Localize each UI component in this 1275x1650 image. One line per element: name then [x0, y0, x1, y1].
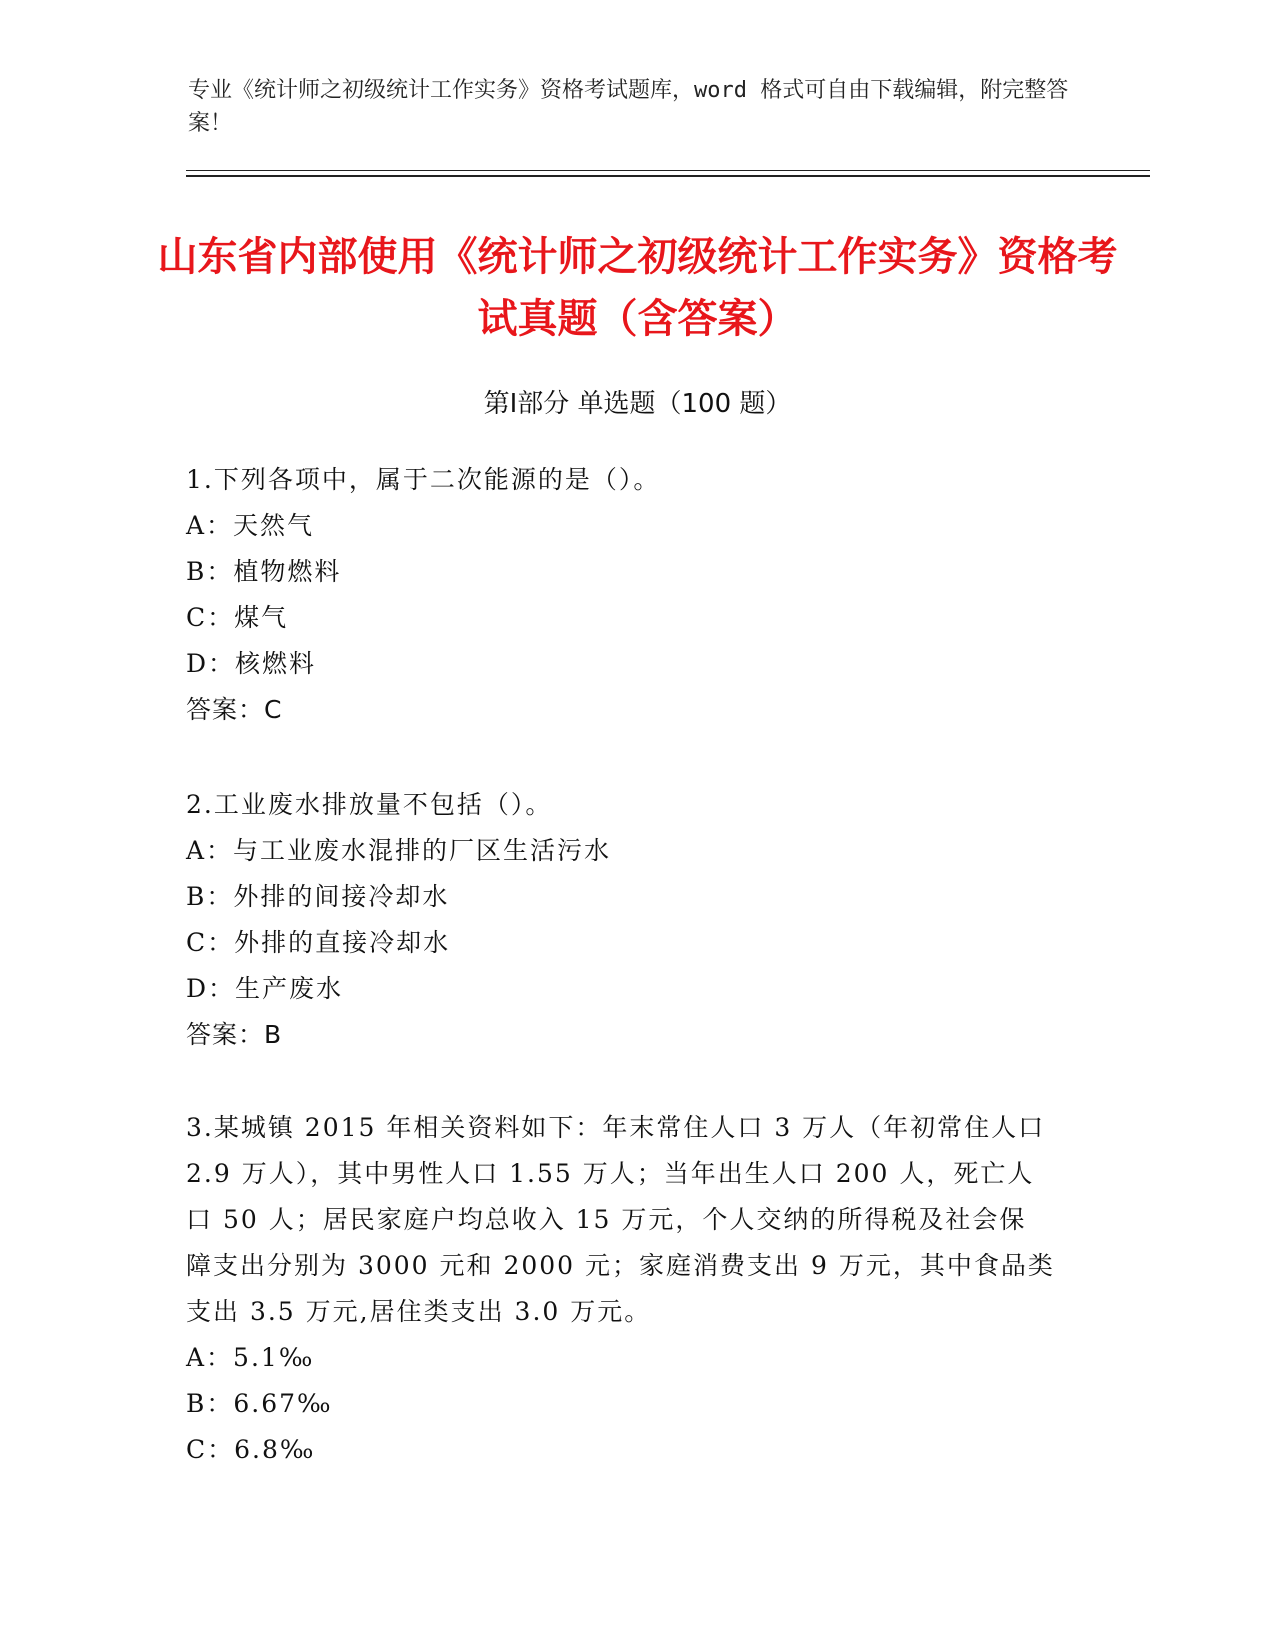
question-3	[186, 1105, 1066, 1473]
answer: 答案：C	[186, 695, 283, 724]
question-1	[186, 457, 1066, 733]
header-divider-thick	[186, 175, 1150, 177]
answer: 答案：B	[186, 1020, 283, 1049]
option-a: A：与工业废水混排的厂区生活污水	[186, 836, 612, 865]
option-c: C：煤气	[186, 603, 289, 632]
section-heading: 第Ⅰ部分 单选题（100 题）	[483, 389, 792, 419]
question-stem: 1.下列各项中，属于二次能源的是（）。	[186, 465, 661, 494]
question-stem: 2.工业废水排放量不包括（）。	[186, 790, 553, 819]
question-stem-line: 口 50 人；居民家庭户均总收入 15 万元，个人交纳的所得税及社会保	[186, 1205, 1027, 1234]
option-c: C：外排的直接冷却水	[186, 928, 451, 957]
document-title: 山东省内部使用《统计师之初级统计工作实务》资格考试真题（含答案）	[157, 234, 1118, 342]
option-b: B：外排的间接冷却水	[186, 882, 450, 911]
option-d: D：生产废水	[186, 974, 344, 1003]
option-c: C：6.8‰	[186, 1435, 316, 1464]
option-a: A：5.1‰	[186, 1343, 315, 1372]
header-note: 专业《统计师之初级统计工作实务》资格考试题库，word 格式可自由下载编辑，附完整答案！	[188, 78, 1069, 136]
option-d: D：核燃料	[186, 649, 317, 678]
header-divider-thin	[186, 170, 1150, 171]
option-b: B：6.67‰	[186, 1389, 333, 1418]
question-2	[186, 782, 1066, 1058]
question-stem-line: 支出 3.5 万元,居住类支出 3.0 万元。	[186, 1297, 652, 1326]
question-stem-line: 2.9 万人），其中男性人口 1.55 万人；当年出生人口 200 人，死亡人	[186, 1159, 1035, 1188]
option-a: A：天然气	[186, 511, 315, 540]
question-stem-line: 障支出分别为 3000 元和 2000 元；家庭消费支出 9 万元，其中食品类	[186, 1251, 1055, 1280]
option-b: B：植物燃料	[186, 557, 342, 586]
question-stem-line: 3.某城镇 2015 年相关资料如下：年末常住人口 3 万人（年初常住人口	[186, 1113, 1046, 1142]
